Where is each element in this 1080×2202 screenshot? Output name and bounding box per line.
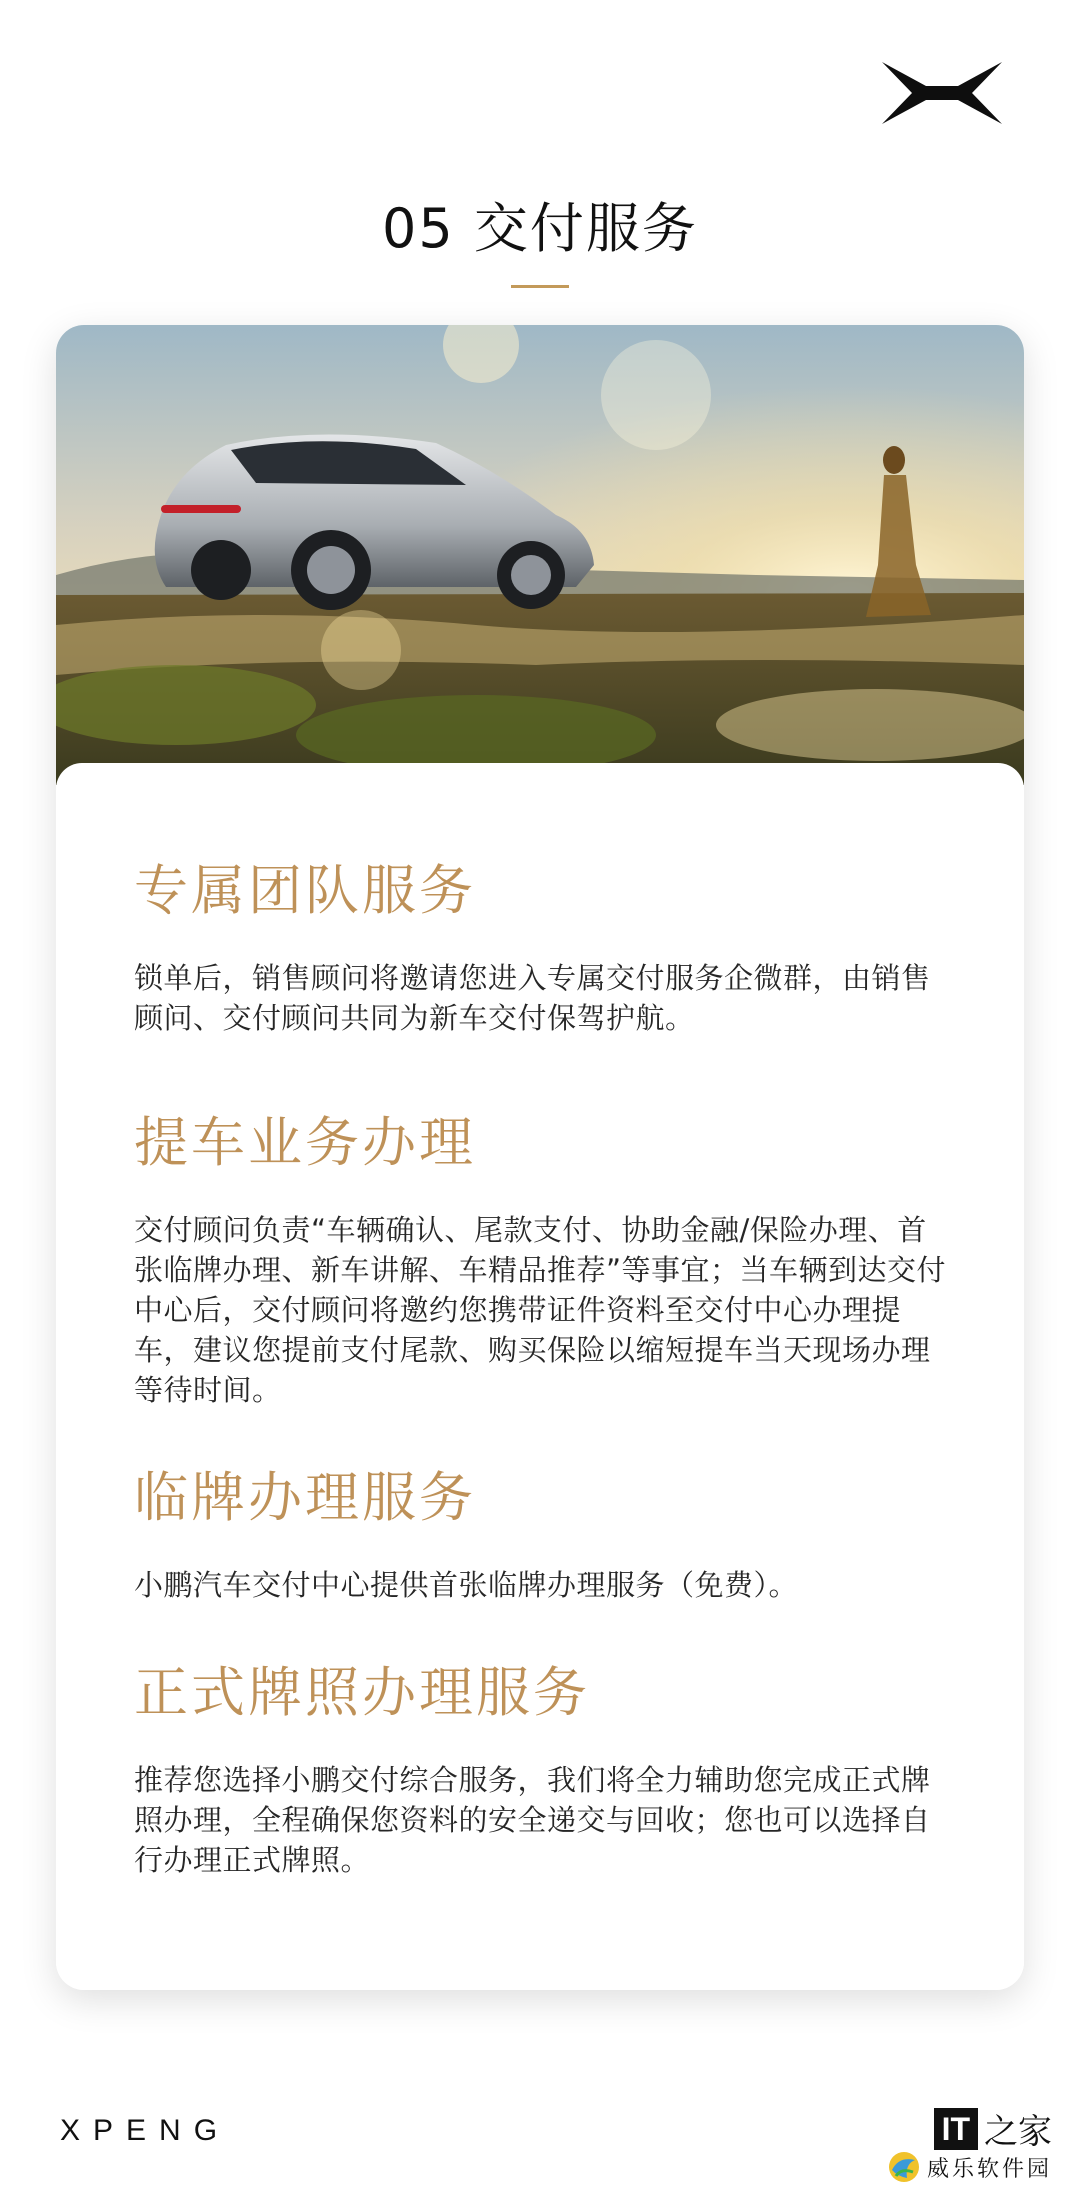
content-panel: [56, 763, 1024, 1990]
service-card: [56, 325, 1024, 1990]
section-title: 专属团队服务: [134, 859, 476, 922]
swirl-logo-icon: [887, 2150, 921, 2184]
xpeng-wordmark: XPENG: [60, 2114, 231, 2147]
section-body: 锁单后，销售顾问将邀请您进入专属交付服务企微群，由销售顾问、交付顾问共同为新车交付保驾护航。: [134, 961, 931, 1036]
watermark-it: IT: [934, 2108, 978, 2150]
ithome-watermark: [856, 2104, 1052, 2184]
section-temporary-plate: [134, 1468, 954, 1605]
section-exclusive-team: [134, 861, 954, 1038]
section-formal-plate: [134, 1663, 954, 1880]
page-title: 05 交付服务: [382, 197, 698, 260]
xpeng-x-logo-icon: [880, 60, 1004, 126]
section-title: 正式牌照办理服务: [134, 1661, 590, 1724]
watermark-subtitle: 威乐软件园: [926, 2156, 1052, 2182]
section-pickup-process: [134, 1113, 954, 1410]
section-title: 提车业务办理: [134, 1111, 476, 1174]
section-body: 小鹏汽车交付中心提供首张临牌办理服务（免费）。: [134, 1568, 799, 1603]
car-on-rocky-shore-at-sunset-image: [56, 325, 1024, 785]
section-body: 推荐您选择小鹏交付综合服务，我们将全力辅助您完成正式牌照办理，全程确保您资料的安全递交与回收；您也可以选择自行办理正式牌照。: [134, 1763, 931, 1878]
title-divider: [511, 285, 569, 288]
watermark-home: 之家: [984, 2112, 1052, 2152]
section-body: 交付顾问负责“车辆确认、尾款支付、协助金融/保险办理、首张临牌办理、新车讲解、车精品推荐”等事宜；当车辆到达交付中心后，交付顾问将邀约您携带证件资料至交付中心办理提车，建议您提前支付尾款、购买保险以缩短提车当天现场办理等待时间。: [134, 1213, 947, 1408]
section-title: 临牌办理服务: [134, 1466, 476, 1529]
